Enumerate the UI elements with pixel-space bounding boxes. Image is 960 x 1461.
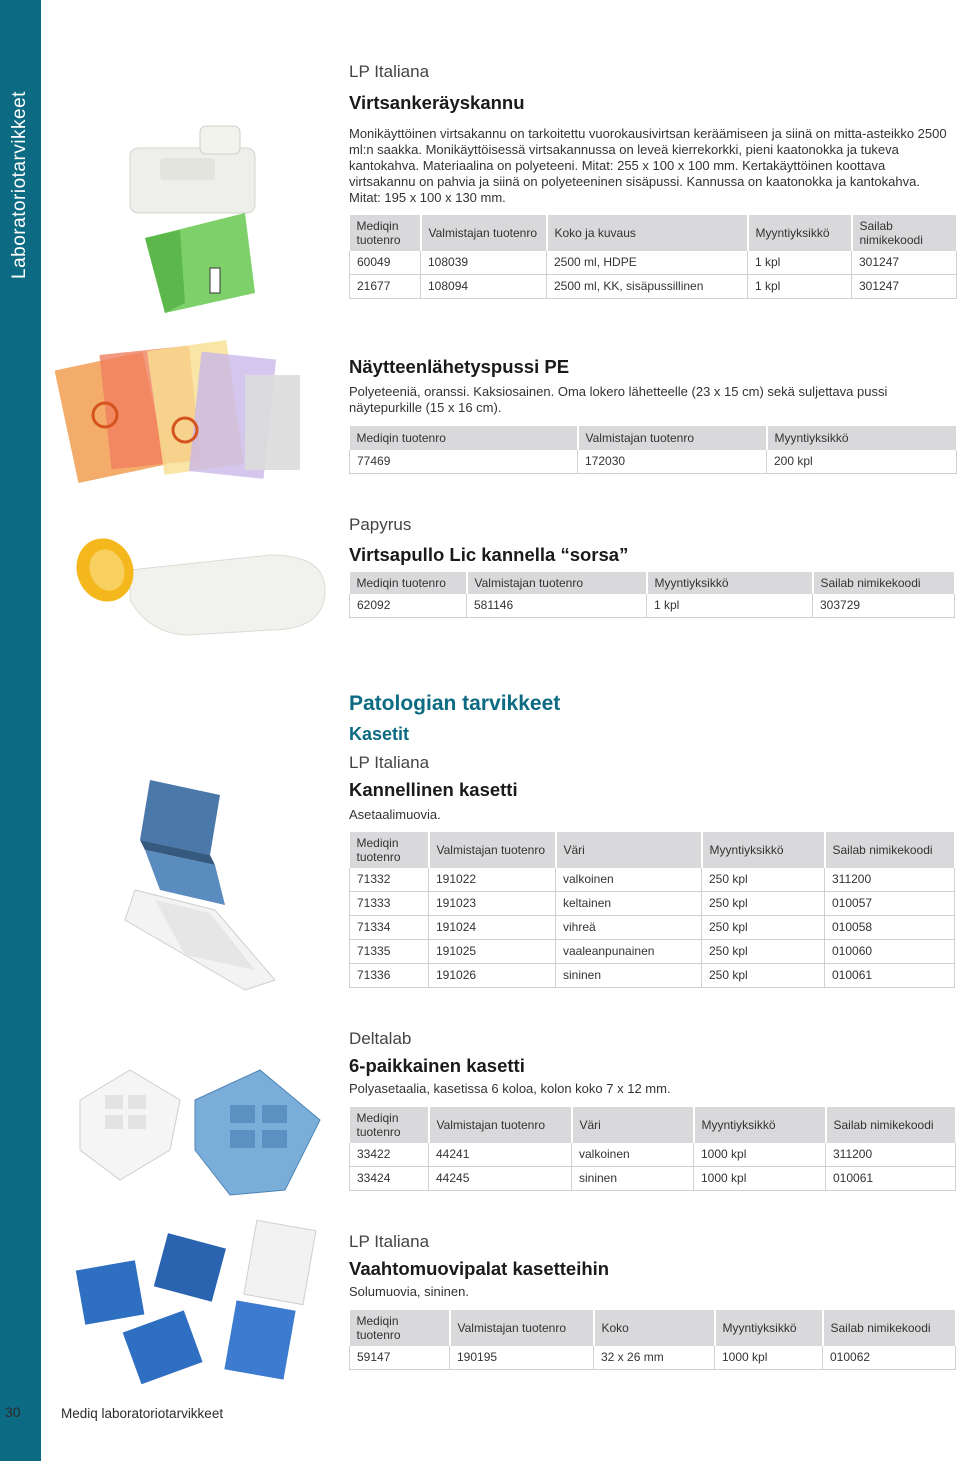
- table-cell: 250 kpl: [702, 940, 825, 964]
- lid-cassette-image: [105, 770, 285, 1000]
- table-cell: 191022: [429, 868, 556, 892]
- product-table: [349, 572, 956, 618]
- brand-name: LP Italiana: [349, 1232, 430, 1251]
- table-cell: 301247: [852, 275, 957, 299]
- column-header: Mediqin tuotenro: [350, 572, 467, 594]
- table-cell: 77469: [350, 450, 578, 474]
- product-title: Näytteenlähetyspussi PE: [349, 356, 570, 377]
- table-cell: 250 kpl: [702, 868, 825, 892]
- product-table: [349, 215, 958, 299]
- table-cell: 581146: [467, 594, 647, 618]
- table-row: [350, 940, 955, 964]
- table-header-row: [350, 1107, 956, 1143]
- column-header: Myyntiyksikkö: [748, 215, 852, 251]
- table-cell: 1 kpl: [748, 251, 852, 275]
- product-vaahtomuovipalat: [349, 1232, 955, 1370]
- table-cell: sininen: [556, 964, 702, 988]
- column-header: Väri: [572, 1107, 694, 1143]
- specimen-bags-image: [55, 335, 305, 500]
- column-header: Myyntiyksikkö: [702, 832, 825, 868]
- table-cell: vaaleanpunainen: [556, 940, 702, 964]
- table-cell: 21677: [350, 275, 421, 299]
- product-description: Asetaalimuovia.: [349, 807, 441, 822]
- product-table: [349, 426, 958, 474]
- column-header: Mediqin tuotenro: [350, 1310, 450, 1346]
- table-cell: 62092: [350, 594, 467, 618]
- product-table: [349, 1107, 957, 1191]
- table-cell: 191026: [429, 964, 556, 988]
- product-table: [349, 832, 956, 988]
- table-cell: 108039: [421, 251, 547, 275]
- table-row: [350, 1346, 956, 1370]
- table-cell: 311200: [825, 868, 955, 892]
- table-row: [350, 916, 955, 940]
- table-row: [350, 450, 957, 474]
- table-cell: 1 kpl: [647, 594, 813, 618]
- table-row: [350, 1167, 956, 1191]
- column-header: Mediqin tuotenro: [350, 426, 578, 450]
- column-header: Väri: [556, 832, 702, 868]
- table-cell: 250 kpl: [702, 892, 825, 916]
- table-cell: 010061: [826, 1167, 956, 1191]
- column-header: Sailab nimikekoodi: [826, 1107, 956, 1143]
- sidebar-title: Laboratoriotarvikkeet: [9, 91, 30, 279]
- table-cell: valkoinen: [572, 1143, 694, 1167]
- brand-name: LP Italiana: [349, 753, 430, 772]
- column-header: Sailab nimikekoodi: [823, 1310, 956, 1346]
- table-row: [350, 892, 955, 916]
- urine-bottle-image: [70, 530, 330, 645]
- table-cell: 303729: [813, 594, 955, 618]
- product-virtsankerayskannu: [349, 62, 949, 299]
- product-title: Kannellinen kasetti: [349, 779, 518, 800]
- table-row: [350, 275, 957, 299]
- foam-pads-image: [75, 1220, 325, 1390]
- column-header: Koko ja kuvaus: [547, 215, 748, 251]
- table-row: [350, 868, 955, 892]
- table-cell: 010058: [825, 916, 955, 940]
- table-cell: 108094: [421, 275, 547, 299]
- table-cell: 2500 ml, KK, sisäpussillinen: [547, 275, 748, 299]
- brand-name: Papyrus: [349, 515, 412, 534]
- column-header: Mediqin tuotenro: [350, 1107, 429, 1143]
- table-cell: 71332: [350, 868, 429, 892]
- table-cell: 191023: [429, 892, 556, 916]
- table-header-row: [350, 1310, 956, 1346]
- table-cell: 33424: [350, 1167, 429, 1191]
- table-row: [350, 964, 955, 988]
- table-cell: 71336: [350, 964, 429, 988]
- column-header: Valmistajan tuotenro: [578, 426, 767, 450]
- table-row: [350, 251, 957, 275]
- product-description: Polyasetaalia, kasetissa 6 koloa, kolon koko 7 x 12 mm.: [349, 1081, 671, 1096]
- table-cell: 44245: [429, 1167, 572, 1191]
- section-subtitle: Kasetit: [349, 724, 410, 744]
- table-cell: 1000 kpl: [694, 1143, 826, 1167]
- table-cell: 010057: [825, 892, 955, 916]
- column-header: Sailab nimikekoodi: [813, 572, 955, 594]
- page-number: 30: [5, 1404, 21, 1420]
- product-virtsapullo: [349, 515, 954, 618]
- table-cell: sininen: [572, 1167, 694, 1191]
- column-header: Valmistajan tuotenro: [450, 1310, 594, 1346]
- brand-name: Deltalab: [349, 1029, 412, 1048]
- table-cell: 010061: [825, 964, 955, 988]
- product-table: [349, 1310, 957, 1370]
- table-row: [350, 594, 955, 618]
- footer-title: Mediq laboratoriotarvikkeet: [61, 1406, 224, 1421]
- table-cell: 010060: [825, 940, 955, 964]
- table-cell: 172030: [578, 450, 767, 474]
- product-description: Polyeteeniä, oranssi. Kaksiosainen. Oma lokero lähetteelle (23 x 15 cm) sekä suljettava pussi näytepurkille (15 x 16 cm).: [349, 384, 888, 415]
- table-cell: 44241: [429, 1143, 572, 1167]
- table-cell: 2500 ml, HDPE: [547, 251, 748, 275]
- table-cell: 71334: [350, 916, 429, 940]
- product-title: Virtsapullo Lic kannella “sorsa”: [349, 544, 629, 565]
- product-naytteenlahetyspussi: [349, 356, 954, 474]
- table-header-row: [350, 832, 955, 868]
- table-header-row: [350, 215, 957, 251]
- column-header: Myyntiyksikkö: [647, 572, 813, 594]
- table-cell: 32 x 26 mm: [594, 1346, 715, 1370]
- column-header: Sailab nimikekoodi: [825, 832, 955, 868]
- table-cell: 190195: [450, 1346, 594, 1370]
- table-cell: 301247: [852, 251, 957, 275]
- table-cell: 191025: [429, 940, 556, 964]
- table-cell: 250 kpl: [702, 916, 825, 940]
- brand-name: LP Italiana: [349, 62, 430, 81]
- product-title: Vaahtomuovipalat kasetteihin: [349, 1258, 610, 1279]
- table-cell: 200 kpl: [767, 450, 957, 474]
- urine-canister-image: [105, 118, 280, 318]
- table-cell: valkoinen: [556, 868, 702, 892]
- column-header: Myyntiyksikkö: [694, 1107, 826, 1143]
- table-cell: 1000 kpl: [715, 1346, 823, 1370]
- product-title: Virtsankeräyskannu: [349, 92, 525, 113]
- table-cell: 250 kpl: [702, 964, 825, 988]
- column-header: Valmistajan tuotenro: [421, 215, 547, 251]
- table-header-row: [350, 426, 957, 450]
- section-title: Patologian tarvikkeet: [349, 692, 561, 715]
- six-cavity-cassette-image: [70, 1060, 330, 1200]
- product-title: 6-paikkainen kasetti: [349, 1055, 525, 1076]
- table-cell: 010062: [823, 1346, 956, 1370]
- table-cell: 59147: [350, 1346, 450, 1370]
- table-cell: 1 kpl: [748, 275, 852, 299]
- table-cell: 71335: [350, 940, 429, 964]
- column-header: Myyntiyksikkö: [767, 426, 957, 450]
- column-header: Valmistajan tuotenro: [429, 1107, 572, 1143]
- product-6-paikkainen-kasetti: [349, 1029, 955, 1191]
- section-patologian-tarvikkeet: [349, 692, 954, 988]
- column-header: Myyntiyksikkö: [715, 1310, 823, 1346]
- table-cell: 71333: [350, 892, 429, 916]
- table-cell: 33422: [350, 1143, 429, 1167]
- table-cell: 311200: [826, 1143, 956, 1167]
- table-row: [350, 1143, 956, 1167]
- table-cell: 1000 kpl: [694, 1167, 826, 1191]
- table-header-row: [350, 572, 955, 594]
- column-header: Koko: [594, 1310, 715, 1346]
- table-cell: 191024: [429, 916, 556, 940]
- product-description: Monikäyttöinen virtsakannu on tarkoitettu vuorokausivirtsan keräämiseen ja siinä on mitta-asteikko 2500 ml:n saakka. Monikäyttöisessä virtsakannussa on leveä kierrekorkki, pieni kaatonokka ja tukeva kantokahva. Materiaalina on polyeteeni. Mitat: 255 x 100 x 100 mm. Kertakäyttöinen koottava virtsakannu on pahvia ja siinä on polyeteeninen sisäpussi. Kannussa on kaatonokka ja kantokahva. Mitat: 195 x 100 x 130 mm.: [349, 126, 947, 205]
- product-description: Solumuovia, sininen.: [349, 1284, 469, 1299]
- column-header: Mediqin tuotenro: [350, 215, 421, 251]
- table-cell: vihreä: [556, 916, 702, 940]
- sidebar: [0, 0, 41, 1461]
- column-header: Sailab nimikekoodi: [852, 215, 957, 251]
- table-cell: keltainen: [556, 892, 702, 916]
- column-header: Valmistajan tuotenro: [429, 832, 556, 868]
- table-cell: 60049: [350, 251, 421, 275]
- column-header: Valmistajan tuotenro: [467, 572, 647, 594]
- column-header: Mediqin tuotenro: [350, 832, 429, 868]
